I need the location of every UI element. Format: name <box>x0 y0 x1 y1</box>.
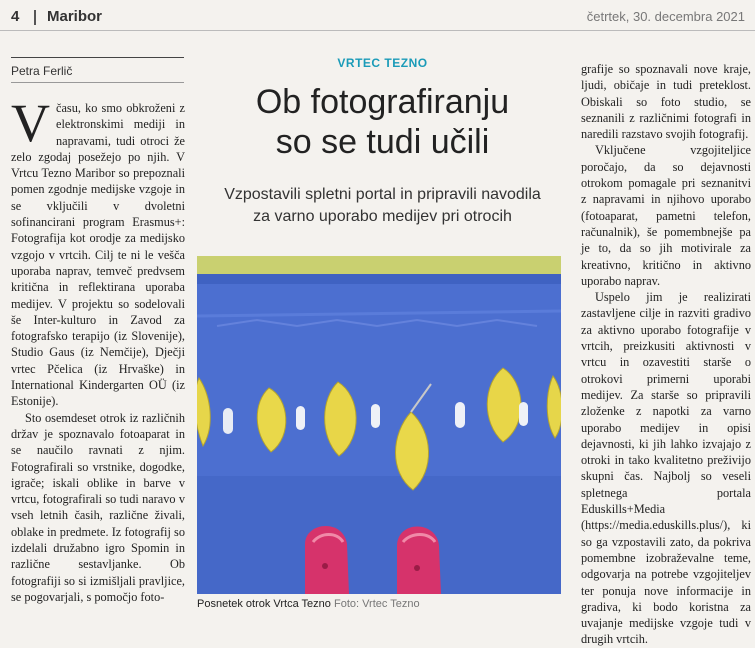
header-separator <box>34 10 36 25</box>
photo-caption <box>197 598 420 610</box>
author-byline: Petra Ferlič <box>11 64 73 78</box>
author-top-rule <box>11 57 184 58</box>
header-rule <box>0 30 755 31</box>
subhead-line: za varno uporabo medijev pri otrocih <box>253 208 512 225</box>
article-photo <box>197 256 561 594</box>
article-column-3 <box>581 61 751 648</box>
headline-line: Ob fotografiranju <box>255 83 510 121</box>
caption-text: Posnetek otrok Vrtca Tezno <box>197 598 331 610</box>
article-kicker: VRTEC TEZNO <box>337 56 428 70</box>
issue-date: četrtek, 30. decembra 2021 <box>586 9 745 24</box>
paragraph: grafije so spoznavali nove kraje, ljudi, običaje in tudi preteklost. Obiskali so foto studio, se seznanili z različnimi fotografi in naredili razstavo svojih fotografij. <box>581 62 751 142</box>
photo-credit: Foto: Vrtec Tezno <box>333 598 420 610</box>
article-column-1 <box>11 93 185 605</box>
subhead-line: Vzpostavili spletni portal in pripravili navodila <box>224 186 541 203</box>
page-header <box>0 0 755 30</box>
paragraph: Uspelo jim je realizirati zastavljene cilje in razviti gradivo za aktivno uporabo fotografije v vrtcih, preizkusiti aktivnosti v vrtcu in ozavestiti starše o otrokovi primerni uporabi medijev. Za starše so pripravili zloženke z napotki za varno uporabo medijev in opisi dejavnosti, ki jih lahko izvajajo z otroki in tako kvalitetno preživijo skupni čas. Najbolj so veseli spletnega portala Eduskills+Media (https://media.eduskills.plus/), ki so ga vzpostavili zato, da pokriva pomembne izobraževalne teme, odgovarja na potrebe vzgojiteljev ter ponuja nove informacije in gradiva, ki bodo koristna za uvajanje medijske vzgoje tudi v drugih vrtcih. <box>581 290 751 647</box>
subheadline <box>200 184 565 228</box>
photo-illustration <box>197 256 561 594</box>
paragraph: Včasu, ko smo obkroženi z elektronskimi mediji in napravami, tudi otroci že zelo zgodaj posežejo po njih. V Vrtcu Tezno Maribor so prepoznali pomen zgodnje medijske vzgoje in se vključili v dvoletni sofinancirani program Erasmus+: Fotografija kot orodje za medijsko vzgojo v vrtcih. Cilj te ni le vešča uporaba naprav, temveč predvsem kritična in reflektirana uporaba medijev. V projektu so sodelovali še Inter-kulturo in Zavod za fotografsko terapijo (iz Slovenije), Studio Gaus (iz Nemčije), Dječji vrtec Pčelica (iz Hrvaške) in International Kindergarten OÜ (iz Estonije). <box>11 93 185 409</box>
headline-line: so se tudi učili <box>275 123 490 161</box>
paragraph: Vključene vzgojiteljice poročajo, da so dejavnosti otrokom pomagale pri seznanitvi z napravami in njihovo uporabo (fotoaparat, pametni telefon, računalnik), še pomembnejše pa je to, da so jih motivirale za kreativno, kritično in aktivno uporabo naprav. <box>581 143 751 288</box>
headline <box>195 82 570 162</box>
drop-cap: V <box>11 93 50 153</box>
section-name: Maribor <box>47 8 103 25</box>
paragraph: Sto osemdeset otrok iz različnih držav je spoznavalo fotoaparat in se naučilo ravnati z njim. Fotografirali so vrstnike, dogodke, igrače; iskali oblike in barve v vrtcu, fotografirali so tudi naravo v vseh letnih časih, različne živali, oblake in predmete. Iz fotografij so izdelali družabno igro Spomin in različne sestavljanke. Ob fotografiji so si izmišljali pravljice, se pogovarjali, s pomočjo foto- <box>11 410 185 604</box>
author-bottom-rule <box>11 82 184 83</box>
page-number: 4 <box>11 8 20 25</box>
